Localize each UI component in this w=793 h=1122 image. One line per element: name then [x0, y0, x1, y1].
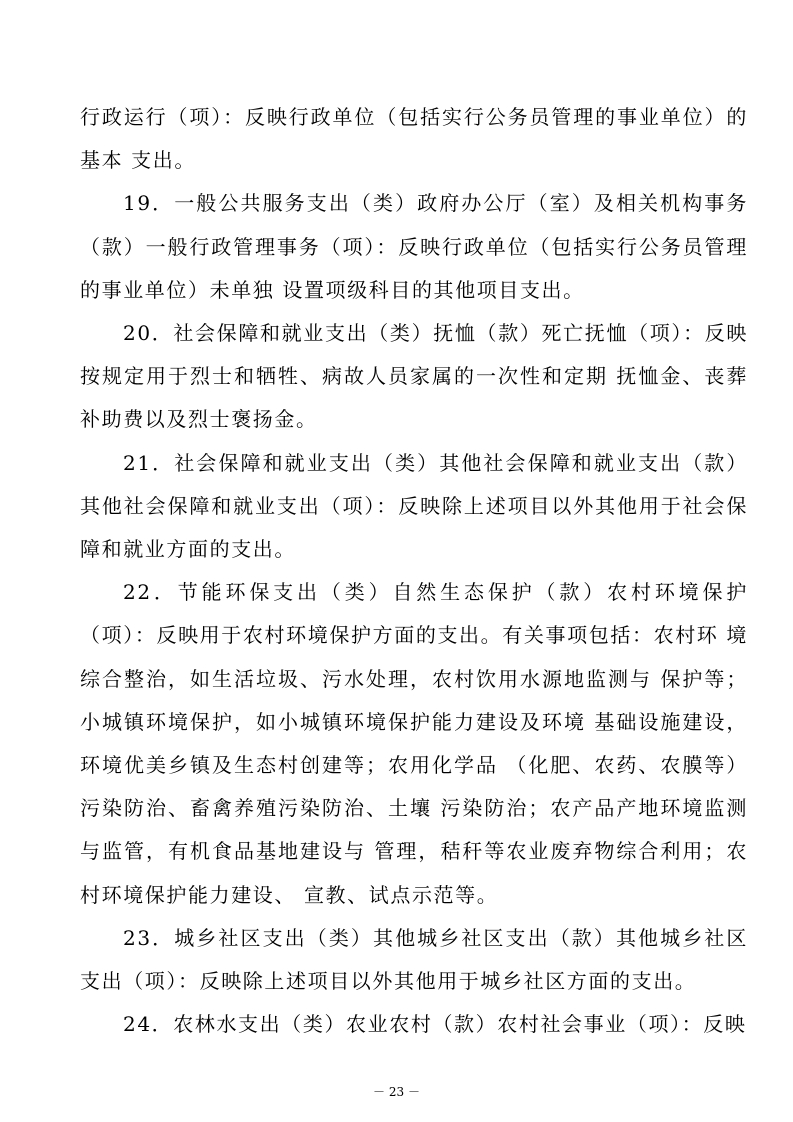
paragraph-21: 21．社会保障和就业支出（类）其他社会保障和就业支出（款）其他社会保障和就业支出（项）：反映除上述项目以外其他用于社会保障和就业方面的支出。 [80, 450, 748, 562]
paragraph-18-continuation: 行政运行（项）：反映行政单位（包括实行公务员管理的事业单位）的基本 支出。 [80, 105, 748, 173]
paragraph-22: 22．节能环保支出（类）自然生态保护（款）农村环境保护（项）：反映用于农村环境保护方面的支出。有关事项包括：农村环 境综合整治，如生活垃圾、污水处理，农村饮用水源地监测与 保护等；小城镇环境保护，如小城镇环境保护能力建设及环境 基础设施建设，环境优美乡镇及生态村创建等；农用化学品 （化肥、农药、农膜等）污染防治、畜禽养殖污染防治、土壤 污染防治；农产品产地环境监测与监管，有机食品基地建设与 管理，秸秆等农业废弃物综合利用；农村环境保护能力建设、 宣教、试点示范等。 [80, 580, 748, 907]
paragraph-24: 24．农林水支出（类）农业农村（款）农村社会事业（项）：反映 [123, 1012, 747, 1037]
paragraph-23: 23．城乡社区支出（类）其他城乡社区支出（款）其他城乡社区支出（项）：反映除上述项目以外其他用于城乡社区方面的支出。 [80, 925, 748, 994]
paragraph-20: 20．社会保障和就业支出（类）抚恤（款）死亡抚恤（项）：反映按规定用于烈士和牺牲、病故人员家属的一次性和定期 抚恤金、丧葬补助费以及烈士褒扬金。 [80, 321, 748, 432]
document-body [80, 96, 748, 1046]
page-number: － 23 － [373, 1085, 420, 1099]
paragraph-19: 19．一般公共服务支出（类）政府办公厅（室）及相关机构事务（款）一般行政管理事务（项）：反映行政单位（包括实行公务员管理的事业单位）未单独 设置项级科目的其他项目支出。 [80, 191, 748, 302]
